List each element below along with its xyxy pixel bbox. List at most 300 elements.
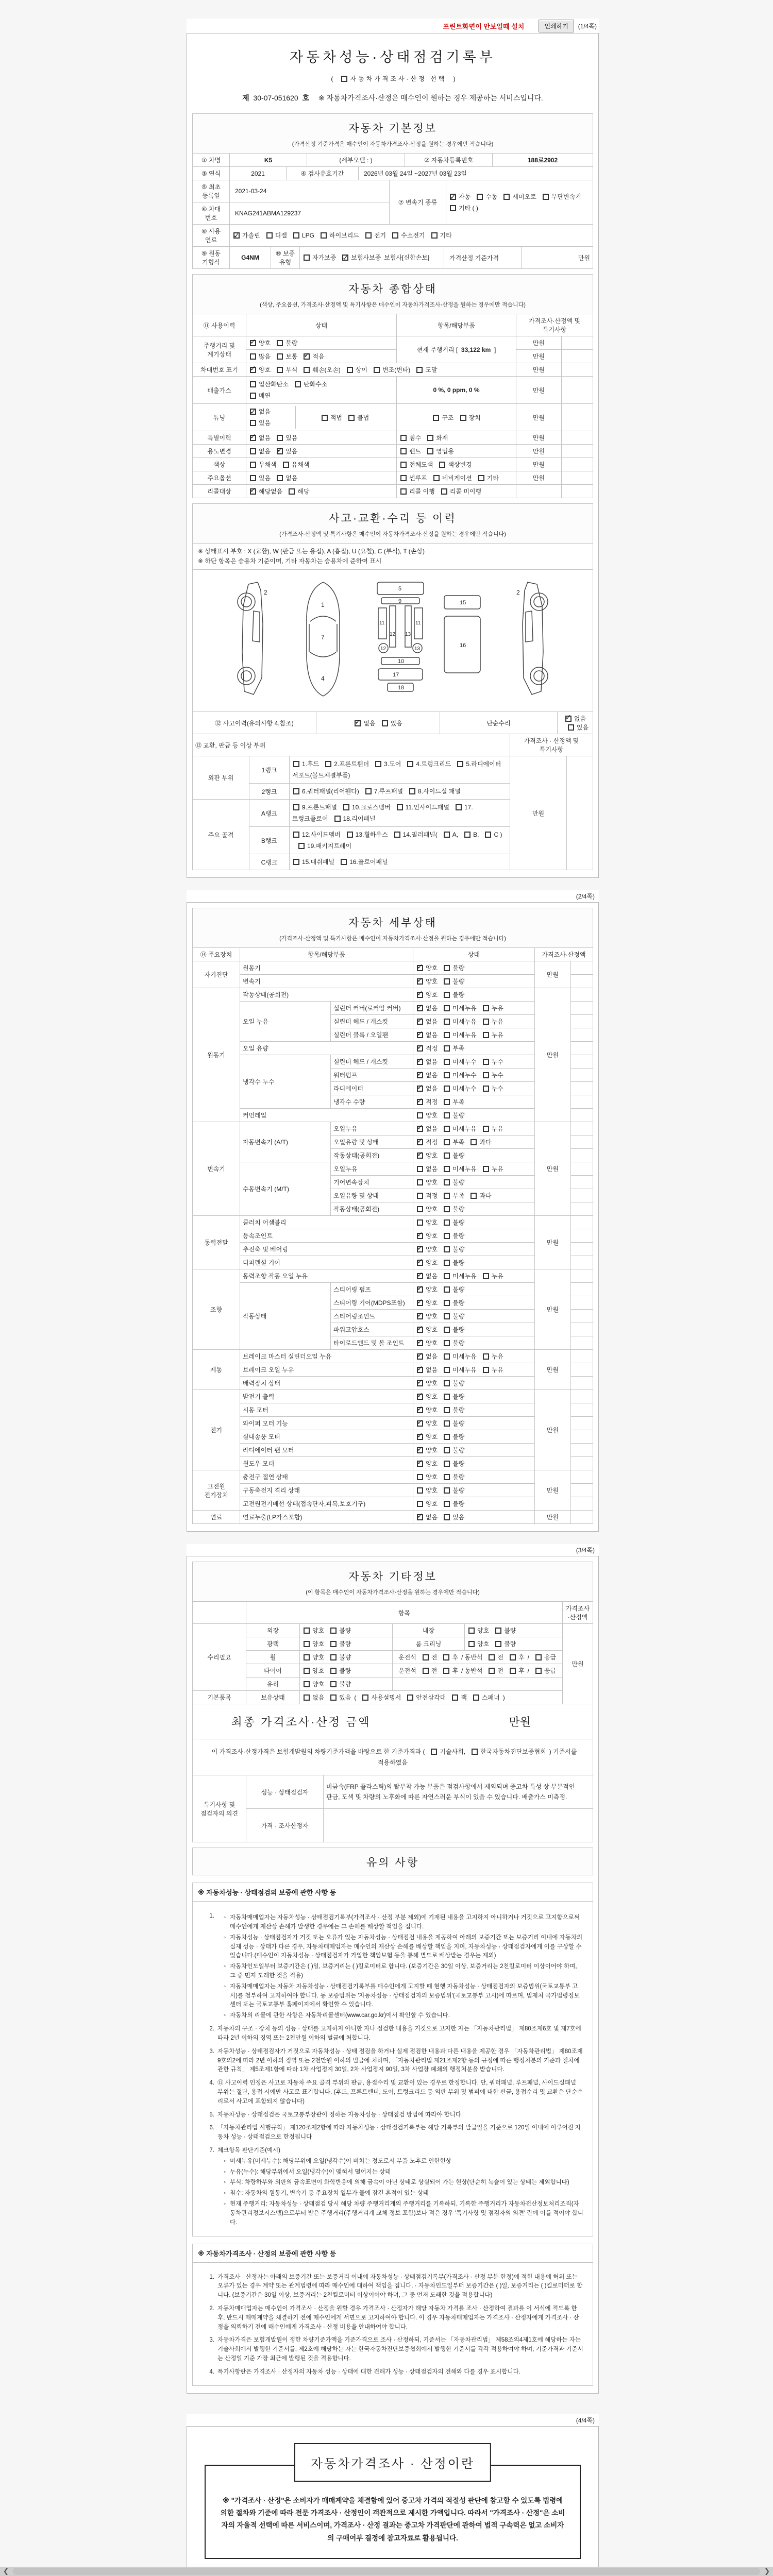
checkbox-icon <box>457 761 463 767</box>
check-label: 10.크로스멤버 <box>351 804 391 811</box>
check-label: 불량 <box>452 1433 465 1441</box>
check-label: 리콜 이행 <box>409 488 435 495</box>
check-label: 구조 <box>442 414 454 421</box>
checkbox-checked-icon <box>417 1407 423 1413</box>
basic-info-table <box>192 166 593 180</box>
detail-cell <box>571 1350 593 1363</box>
check-label: 16.플로어패널 <box>349 858 388 866</box>
check-label: 양호 <box>426 1487 438 1495</box>
notice-item <box>206 2047 583 2075</box>
checkbox-icon <box>483 1059 489 1065</box>
detail-cell <box>413 1082 535 1095</box>
checkbox-icon <box>441 488 447 495</box>
check-label: 불량 <box>452 1299 465 1307</box>
check-label: 2.프론트휀더 <box>334 760 369 768</box>
check-label: 전 <box>431 1654 438 1662</box>
detail-cell <box>571 1243 593 1256</box>
check-label: 있음 <box>285 448 298 455</box>
basic-info-table <box>192 180 593 225</box>
checkbox-icon <box>250 448 256 454</box>
checkbox-icon <box>444 1206 450 1212</box>
table-row: 색상 무채색 유채색 전체도색 색상변경 만원 <box>193 458 593 471</box>
notice-item <box>206 2273 583 2300</box>
scrollbar-thumb[interactable] <box>13 2568 760 2575</box>
checkbox-icon <box>444 1394 450 1400</box>
checkbox-checked-icon <box>417 1461 423 1467</box>
check-label: 양호 <box>426 1313 438 1320</box>
notice-body-2 <box>192 2263 593 2386</box>
check-label: 19.패키지트레이 <box>307 842 352 850</box>
check-label: 양호 <box>426 1447 438 1454</box>
check-label: C ) <box>494 831 502 839</box>
checkbox-checked-icon <box>417 965 423 971</box>
detail-row <box>193 975 593 988</box>
check-label: 불량 <box>452 964 465 972</box>
checkbox-icon <box>483 1166 489 1172</box>
appraisal-description: ※ "가격조사 · 산정"은 소비자가 매매계약을 체결함에 있어 중고차 가격의 적절성 판단에 참고할 수 있도록 법령에 의한 절차와 기준에 따라 전문 가격조사 · 산정인이 객관적으로 제시한 가액입니다. 따라서 "가격조사 · 산정"은 소비자의 자율적 선택에 따른 서비스이며, 가격조사 · 산정 결과는 중고차 가격판단에 관하여 법적 구속력은 없고 소비자의 구매여부 결정에 참고자료로 활용됩니다. <box>220 2496 565 2542</box>
notice-item <box>206 2025 583 2043</box>
check-label: 양호 <box>259 366 271 374</box>
detail-cell <box>571 1189 593 1202</box>
check-label: 누유 <box>491 1366 503 1374</box>
detail-row <box>193 1377 593 1390</box>
checkbox-icon <box>409 788 415 794</box>
check-label: 스패너 <box>481 1694 500 1702</box>
checkbox-icon <box>394 832 400 838</box>
detail-cell: 배력장치 상태 <box>240 1377 413 1390</box>
detail-cell <box>413 988 535 1002</box>
checkbox-checked-icon <box>417 1139 423 1145</box>
svg-text:13: 13 <box>405 632 411 638</box>
notice-bullet: ◦ 부식: 차량하부와 외판의 금속표면이 화학반응에 의해 금속이 아닌 상태로 상실되어 가는 현상(단순히 녹슬어 있는 상태는 제외합니다) <box>225 2178 583 2188</box>
checkbox-icon <box>477 194 483 200</box>
doc-no: 제 30-07-051620 호 <box>242 94 309 102</box>
check-label: 미세누수 <box>452 1058 477 1066</box>
table-row: 기본품목 보유상태 없음 있음 ( 사용설명서 안전삼각대 잭 스패너 ) <box>193 1691 593 1704</box>
detail-cell <box>571 1095 593 1109</box>
check-label: LPG <box>301 232 314 239</box>
checkbox-checked-icon <box>417 1153 423 1159</box>
device-group-label: 전기 <box>193 1390 240 1470</box>
detail-cell <box>413 1323 535 1336</box>
document-title: 자동차성능·상태점검기록부 <box>290 49 496 65</box>
checkbox-icon <box>460 415 466 421</box>
checkbox-icon <box>322 415 328 421</box>
horizontal-scrollbar[interactable] <box>0 2567 773 2576</box>
basic-info-table <box>192 224 593 247</box>
detail-cell <box>413 1109 535 1122</box>
group-price: 만원 <box>535 1390 571 1470</box>
detail-row <box>193 1350 593 1363</box>
checkbox-checked-icon <box>304 353 310 360</box>
checkbox-icon <box>443 1668 449 1674</box>
checkbox-icon <box>444 1300 450 1306</box>
notice-number: 2. <box>209 2026 214 2032</box>
check-label: 불량 <box>452 1473 465 1481</box>
check-label: 기타 <box>440 232 452 239</box>
checkbox-icon <box>444 1219 450 1226</box>
scroll-right-icon[interactable]: ❯ <box>764 2567 770 2575</box>
inline-text: ( <box>354 1694 357 1702</box>
checkbox-icon <box>495 1641 501 1647</box>
check-label: 불량 <box>452 1420 465 1428</box>
group-price: 만원 <box>535 1511 571 1524</box>
table-row: 배출가스 일산화탄소 탄화수소 매연 0 %, 0 ppm, 0 % 만원 <box>193 377 593 404</box>
checkbox-checked-icon <box>417 992 423 998</box>
check-label: 네비게이션 <box>442 474 472 482</box>
detail-cell <box>571 1484 593 1497</box>
detail-row <box>193 1470 593 1484</box>
detail-cell <box>571 1002 593 1015</box>
detail-cell <box>413 1015 535 1028</box>
svg-text:2: 2 <box>516 589 520 597</box>
detail-row <box>193 1229 593 1243</box>
detail-cell <box>571 1216 593 1229</box>
detail-cell <box>571 1511 593 1524</box>
checkbox-icon <box>416 367 423 373</box>
check-label: 있음 <box>259 474 271 482</box>
svg-text:7: 7 <box>321 634 325 641</box>
base-price: 만원 <box>522 247 593 269</box>
table-row: 휠 양호 불량 운전석 전 후 / 동반석 전 후 / 응급 <box>193 1651 593 1664</box>
detail-cell <box>571 1015 593 1028</box>
check-label: 안전삼각대 <box>416 1694 446 1702</box>
vin-mark-checks <box>249 366 438 374</box>
checkbox-icon <box>250 462 256 468</box>
inline-text: 이 가격조사·산정가격은 보험개발원의 차량기준가액을 바탕으로 한 기준가격과 ( <box>211 1748 425 1756</box>
notice-bullet: ◦ 자동차인도일부터 보증기간은 ( )일, 보증거리는 ( )킬로미터로 합니다. (보증기간은 30일 이상, 보증거리는 2천킬로미터 이상이어야 하며, 그 중 먼저 도래한 것을 적용) <box>225 1962 583 1981</box>
check-label: 수동 <box>485 193 498 200</box>
checkbox-icon <box>510 1668 516 1674</box>
check-label: 부족 <box>452 1192 465 1200</box>
checkbox-icon <box>250 393 256 399</box>
check-label: 없음 <box>285 474 298 482</box>
detail-cell <box>571 1403 593 1417</box>
mileage-amount-checks <box>249 353 325 360</box>
detail-cell <box>571 1082 593 1095</box>
vin: KNAG241ABMA129237 <box>230 202 390 225</box>
checkbox-checked-icon <box>417 1260 423 1266</box>
checkbox-icon <box>400 488 407 495</box>
check-label: 도말 <box>425 366 438 374</box>
check-label: 있음 <box>285 434 298 442</box>
checkbox-icon <box>444 1059 450 1065</box>
detail-row <box>193 1216 593 1229</box>
checkbox-icon <box>444 1420 450 1427</box>
check-label: 없음 <box>312 1694 325 1702</box>
check-label: 전 <box>497 1654 504 1662</box>
detail-row <box>193 1109 593 1122</box>
check-label: 불량 <box>452 1500 465 1508</box>
inline-text: ) <box>502 1694 505 1702</box>
notice-item <box>206 2111 583 2120</box>
checkbox-icon <box>362 1694 368 1701</box>
checkbox-icon <box>293 788 299 794</box>
checkbox-icon <box>293 232 299 239</box>
checkbox-checked-icon <box>417 1313 423 1319</box>
accident-history-table <box>192 711 593 734</box>
checkbox-icon <box>330 1628 337 1634</box>
notice-bullet: ◦ 자동차의 리콜에 관한 사항은 자동차리콜센터(www.car.go.kr)에서 확인할 수 있습니다. <box>225 2011 583 2021</box>
detail-row <box>193 1444 593 1457</box>
check-label: 상이 <box>355 366 367 374</box>
detail-cell <box>571 1109 593 1122</box>
notice-number: 1. <box>209 2274 214 2280</box>
checkbox-icon <box>464 832 470 838</box>
checkbox-checked-icon <box>417 1340 423 1346</box>
check-label: 하이브리드 <box>329 232 359 239</box>
notice-bullet: ◦ 자동차매매업자는 자동차 자동차성능 · 상태점검기록부를 매수인에게 고지할 때 현행 자동차성능 · 상태점검자의 보증범위(국토교통부 고시)를 첨부하여 고지하여야 합니다. 동 보증범위는 '자동차성능 · 상태점검자의 보증범위'(국토교통부 고시)에 따르며, 법제처 국가법령정보센터 또는 국토교통부 홈페이지에서 확인할 수 있습니다. <box>225 1982 583 2010</box>
table-header-row: ⑪ 사용이력 상태 항목/해당부품 가격조사·산정액 및 특기사항 <box>193 314 593 336</box>
checkbox-checked-icon <box>250 488 256 495</box>
check-label: 양호 <box>426 1393 438 1401</box>
checkbox-icon <box>298 843 305 849</box>
inline-text: 운전석 <box>398 1654 416 1662</box>
detail-cell <box>571 1229 593 1243</box>
inline-text: ) 기준서를 적용하였음 <box>378 1748 577 1766</box>
check-label: 기타 <box>486 474 499 482</box>
service-note: ※ 자동차가격조사·산정은 매수인이 원하는 경우 제공하는 서비스입니다. <box>318 94 543 102</box>
check-label: 없음 <box>259 448 271 455</box>
page-3-indicator: (3/4쪽) <box>187 1544 599 1556</box>
check-label: 7.루프패널 <box>374 788 404 795</box>
notice-item <box>206 2146 583 2228</box>
detail-cell: 와이퍼 모터 기능 <box>240 1417 413 1430</box>
detail-cell <box>571 1055 593 1069</box>
check-label: 양호 <box>426 1500 438 1508</box>
check-label: 부식 <box>285 366 298 374</box>
detail-row <box>193 1417 593 1430</box>
check-label: 많음 <box>259 353 271 360</box>
checkbox-icon <box>478 475 484 481</box>
check-label: 불량 <box>452 1152 465 1160</box>
check-label: 없음 <box>426 1085 438 1093</box>
final-price-value: 만원 <box>509 1716 531 1729</box>
check-label: 적정 <box>426 1045 438 1053</box>
detail-cell: 오일 유량 <box>240 1042 413 1055</box>
table-row: 타이어 양호 불량 운전석 전 후 / 동반석 전 후 / 응급 <box>193 1664 593 1677</box>
checkbox-icon <box>365 788 372 794</box>
detail-cell <box>413 1256 535 1269</box>
detail-cell <box>413 1229 535 1243</box>
notice-number: 5. <box>209 2111 214 2118</box>
check-label: 양호 <box>426 1259 438 1267</box>
detail-cell <box>413 1310 535 1323</box>
detail-cell <box>413 1283 535 1296</box>
check-label: 양호 <box>426 991 438 999</box>
checkbox-icon <box>325 761 331 767</box>
checkbox-icon <box>456 804 462 810</box>
print-toolbar <box>187 19 599 33</box>
detail-cell <box>413 1390 535 1403</box>
page-2 <box>187 902 599 1532</box>
checkbox-checked-icon <box>417 1032 423 1038</box>
check-label: 전체도색 <box>409 461 433 468</box>
device-group-label: 고전원 전기장치 <box>193 1470 240 1511</box>
device-group-label: 조향 <box>193 1269 240 1350</box>
check-label: 양호 <box>426 1299 438 1307</box>
checkbox-icon <box>407 761 413 767</box>
checkbox-icon <box>444 1233 450 1239</box>
table-row: ⑧ 사용 연료 ✓가솔린 디젤 LPG 하이브리드 전기 수소전기 기타 <box>193 225 593 247</box>
warranty-checks <box>303 254 429 261</box>
detail-cell: 고전원전기배선 상태(접속단자,피복,보호기구) <box>240 1497 413 1511</box>
detail-cell <box>571 1149 593 1162</box>
checkbox-checked-icon <box>355 720 361 726</box>
exchange-table <box>192 734 593 870</box>
page-indicator: (1/4쪽) <box>578 22 597 30</box>
detail-cell <box>413 1069 535 1082</box>
detail-cell: 실린더 헤드 / 개스킷 <box>331 1055 413 1069</box>
check-label: 13.휠하우스 <box>355 831 388 839</box>
checkbox-icon <box>470 1139 477 1145</box>
detail-row <box>193 1390 593 1403</box>
detail-row <box>193 961 593 975</box>
checkbox-icon <box>417 1474 423 1480</box>
checkbox-icon <box>250 353 256 360</box>
page-2-indicator: (2/4쪽) <box>187 890 599 902</box>
table-row: ⑫ 사고이력(유의사항 4.참조) ✓ 없음 있음 단순수리 ✓없음있음 <box>193 712 593 734</box>
detail-cell: 구동축전지 격리 상태 <box>240 1484 413 1497</box>
detail-cell: 작동상태(공회전) <box>331 1149 413 1162</box>
detail-cell: 오일 누유 <box>240 1002 331 1042</box>
checkbox-icon <box>293 859 299 865</box>
detail-cell <box>571 1069 593 1082</box>
checkbox-checked-icon <box>250 367 256 373</box>
table-row: 가격 · 조사산정자 <box>193 1809 593 1842</box>
checkbox-icon <box>304 1694 310 1701</box>
fuel-checks <box>232 232 452 239</box>
check-label: 누유 <box>491 1353 503 1361</box>
group-price: 만원 <box>535 1122 571 1216</box>
detail-row <box>193 1511 593 1524</box>
notice-item <box>206 2336 583 2363</box>
price-basis-note <box>192 1739 593 1775</box>
checkbox-icon <box>444 1112 450 1118</box>
check-label: 과다 <box>479 1192 492 1200</box>
check-label: 없음 <box>259 408 271 415</box>
checkbox-icon <box>374 367 380 373</box>
checkbox-checked-icon <box>417 1300 423 1306</box>
detail-row <box>193 1457 593 1470</box>
checkbox-icon <box>277 475 283 481</box>
checkbox-icon <box>293 832 299 838</box>
detail-cell <box>413 1497 535 1511</box>
checkbox-icon <box>382 720 388 726</box>
inline-text: ( <box>331 75 335 82</box>
check-label: 미세누유 <box>452 1273 477 1280</box>
checkbox-checked-icon <box>417 1286 423 1293</box>
checkbox-icon <box>400 462 407 468</box>
detail-cell <box>413 1457 535 1470</box>
check-label: 부족 <box>452 1098 465 1106</box>
detail-cell: 클러치 어셈블리 <box>240 1216 413 1229</box>
detail-cell <box>571 1042 593 1055</box>
detail-row <box>193 1122 593 1136</box>
check-label: 불량 <box>504 1627 516 1635</box>
detail-cell: 발전기 출력 <box>240 1390 413 1403</box>
check-label: 3.도어 <box>384 760 401 768</box>
check-label: 불량 <box>452 1460 465 1468</box>
checkbox-icon <box>483 1273 489 1279</box>
table-row: 특별이력 ✓ 없음 있음 침수 화재 만원 <box>193 431 593 445</box>
checkbox-checked-icon <box>417 1099 423 1105</box>
check-label: 양호 <box>477 1627 490 1635</box>
check-label: 미세누유 <box>452 1125 477 1133</box>
check-label: 양호 <box>426 1460 438 1468</box>
section-comp-header: 자동차 종합상태 (색상, 주요옵션, 가격조사·산정액 및 특기사항은 매수인이 자동차가격조사·산정을 원하는 경우에만 적습니다) <box>192 274 593 314</box>
detail-cell: 실내송풍 모터 <box>240 1430 413 1444</box>
detail-cell <box>571 1417 593 1430</box>
checkbox-icon <box>330 1681 337 1687</box>
svg-text:9: 9 <box>398 598 402 605</box>
group-price: 만원 <box>535 1269 571 1350</box>
check-label: 양호 <box>312 1627 325 1635</box>
detail-cell: 기어변속장치 <box>331 1176 413 1189</box>
detail-cell <box>571 1256 593 1269</box>
emission-values: 0 %, 0 ppm, 0 % <box>397 377 516 404</box>
check-label: 불량 <box>452 1232 465 1240</box>
detail-cell: 수동변속기 (M/T) <box>240 1162 331 1216</box>
first-reg-date: 2021-03-24 <box>230 180 390 202</box>
checkbox-checked-icon <box>250 409 256 415</box>
detail-cell <box>571 1377 593 1390</box>
checkbox-icon <box>444 1179 450 1185</box>
group-price: 만원 <box>535 1216 571 1269</box>
detail-row <box>193 1283 593 1296</box>
detail-cell <box>571 1444 593 1457</box>
checkbox-icon <box>444 1353 450 1360</box>
document-title-block <box>192 39 593 108</box>
final-price-label: 최종 가격조사·산정 금액 <box>231 1716 371 1729</box>
check-label: 없음 <box>426 1058 438 1066</box>
checkbox-icon <box>304 367 310 373</box>
print-button[interactable]: 인쇄하기 <box>539 20 574 32</box>
check-label: 없음 <box>426 1072 438 1079</box>
notice-bullet: ◦ 침수: 자동차의 원동기, 변속기 등 주요장치 일부가 물에 잠긴 흔적이 있는 상태 <box>225 2189 583 2198</box>
inspector-opinion: 비금속(FRP 플라스틱)의 탈부착 가능 부품은 점검사항에서 제외되며 중고차 특성 상 부분적인 판금, 도색 및 차량의 노후화에 따른 자연스러운 부식이 있을 수 있습니다. 배출가스 미측정. <box>324 1775 593 1809</box>
checkbox-icon <box>444 1086 450 1092</box>
notice-item <box>206 2079 583 2106</box>
table-row: 외판 부위 1랭크 1.후드 2.프론트휀더 3.도어 4.트렁크리드 5.라디에이터 서포트(볼트체결부품) 만원 <box>193 756 593 784</box>
check-label: 적정 <box>426 1098 438 1106</box>
check-label: 미세누유 <box>452 1031 477 1039</box>
check-label: 응급 <box>544 1654 557 1662</box>
table-header-row: ⑬ 교환, 판금 등 이상 부위 가격조사 · 산정액 및 특기사항 <box>193 734 593 756</box>
detail-cell <box>413 1296 535 1310</box>
inline-text: / <box>527 1654 529 1662</box>
check-label: 양호 <box>426 1246 438 1253</box>
scroll-left-icon[interactable]: ❮ <box>3 2567 9 2575</box>
svg-text:4: 4 <box>321 675 325 683</box>
checkbox-icon <box>444 1246 450 1252</box>
checkbox-icon <box>444 1005 450 1011</box>
checkbox-icon <box>277 340 283 346</box>
checkbox-checked-icon <box>417 1019 423 1025</box>
checkbox-icon <box>444 1166 450 1172</box>
checkbox-icon <box>444 1286 450 1293</box>
checkbox-icon <box>444 1327 450 1333</box>
comp-state-table <box>192 314 593 498</box>
check-label: 불량 <box>452 1380 465 1387</box>
detail-cell: 디퍼렌셜 기어 <box>240 1256 413 1269</box>
check-label: 불법 <box>357 414 369 421</box>
detail-cell <box>413 1470 535 1484</box>
check-label: 한국자동차진단보증협회 <box>480 1748 546 1756</box>
check-label: 있음 <box>339 1694 351 1702</box>
detail-cell <box>571 1363 593 1377</box>
check-label: 불량 <box>452 1340 465 1347</box>
